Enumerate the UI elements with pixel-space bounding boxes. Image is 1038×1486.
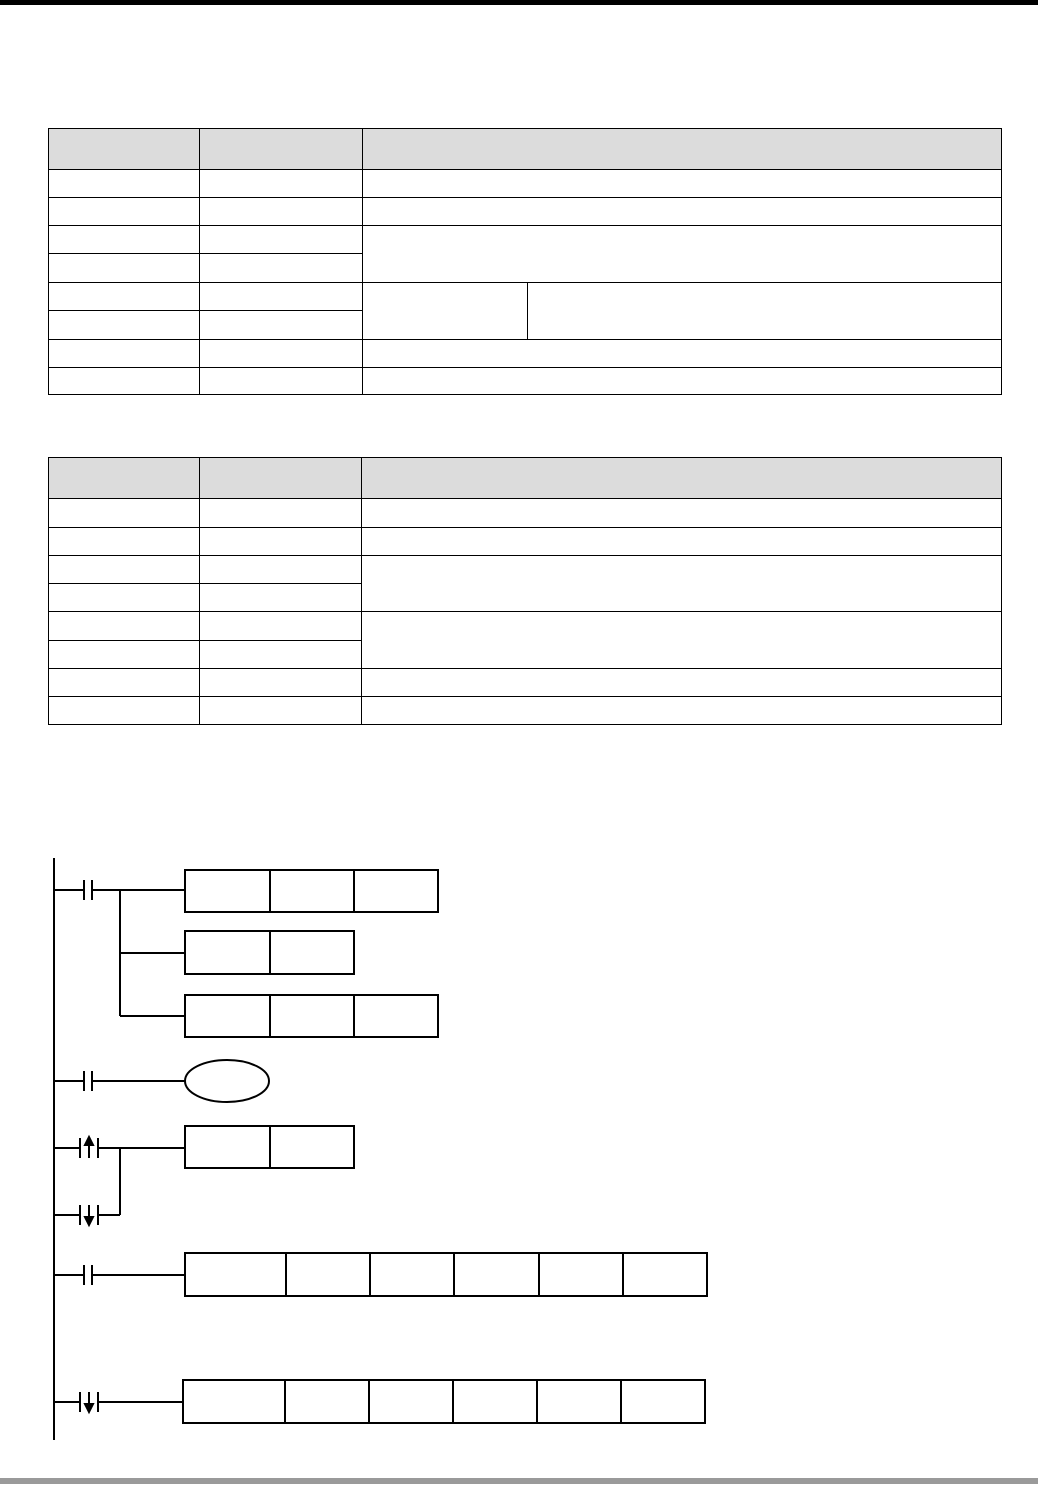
rising-edge-contact-icon bbox=[80, 1137, 98, 1158]
instruction-box-5 bbox=[185, 1253, 707, 1296]
instruction-box-2 bbox=[185, 931, 354, 974]
rung-3 bbox=[54, 1126, 354, 1225]
normally-open-contact-icon bbox=[84, 1265, 92, 1285]
instruction-box-4 bbox=[185, 1126, 354, 1168]
rung-5 bbox=[54, 1380, 705, 1423]
normally-open-contact-icon bbox=[84, 880, 92, 900]
instruction-box-6 bbox=[183, 1380, 705, 1423]
falling-edge-contact-icon bbox=[80, 1205, 98, 1225]
rung-4 bbox=[54, 1253, 707, 1296]
falling-edge-contact-icon bbox=[80, 1392, 98, 1412]
normally-open-contact-icon bbox=[84, 1071, 92, 1091]
output-coil-icon bbox=[185, 1060, 269, 1102]
rung-1 bbox=[54, 870, 438, 1037]
rung-2 bbox=[54, 1060, 269, 1102]
instruction-box-3 bbox=[185, 995, 438, 1037]
footer-rule bbox=[0, 1478, 1038, 1484]
instruction-box-1 bbox=[185, 870, 438, 912]
